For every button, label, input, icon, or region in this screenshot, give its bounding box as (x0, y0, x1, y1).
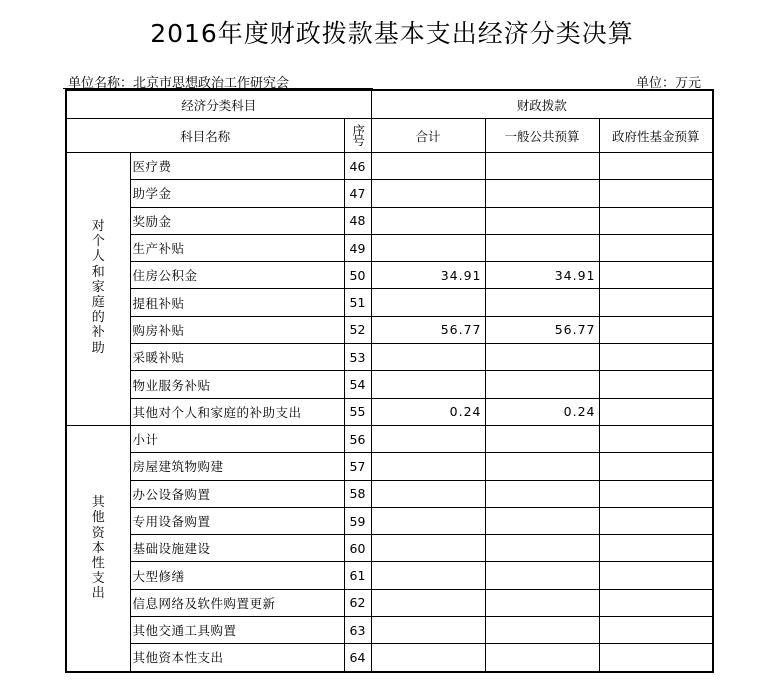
table-row (66, 398, 713, 425)
table-row (66, 617, 713, 644)
row-general-budget (485, 180, 599, 207)
table-row (66, 562, 713, 589)
row-gov-fund-budget (599, 262, 713, 289)
row-seq: 54 (344, 371, 371, 398)
row-seq: 48 (344, 207, 371, 234)
row-name: 办公设备购置 (130, 480, 344, 507)
table-row (66, 207, 713, 234)
row-general-budget (485, 589, 599, 616)
row-total (371, 453, 485, 480)
group-label: 其他资本性支出 (91, 495, 105, 602)
row-name: 购房补贴 (130, 316, 344, 343)
row-gov-fund-budget (599, 180, 713, 207)
row-gov-fund-budget (599, 234, 713, 261)
row-seq: 52 (344, 316, 371, 343)
header-gov-fund-budget: 政府性基金预算 (599, 119, 713, 153)
row-gov-fund-budget (599, 589, 713, 616)
row-general-budget (485, 425, 599, 452)
row-total: 34.91 (371, 262, 485, 289)
row-total (371, 234, 485, 261)
row-seq: 53 (344, 344, 371, 371)
row-total (371, 289, 485, 316)
header-total: 合计 (371, 119, 485, 153)
row-seq: 46 (344, 153, 371, 180)
row-total (371, 425, 485, 452)
group-label-cell (66, 153, 130, 426)
table-row (66, 262, 713, 289)
row-gov-fund-budget (599, 153, 713, 180)
row-seq: 60 (344, 535, 371, 562)
row-general-budget (485, 289, 599, 316)
row-gov-fund-budget (599, 289, 713, 316)
row-general-budget: 56.77 (485, 316, 599, 343)
row-general-budget: 34.91 (485, 262, 599, 289)
row-name: 采暖补贴 (130, 344, 344, 371)
budget-table (65, 89, 714, 673)
row-name: 专用设备购置 (130, 507, 344, 534)
row-name: 提租补贴 (130, 289, 344, 316)
row-seq: 55 (344, 398, 371, 425)
row-total (371, 207, 485, 234)
row-seq: 57 (344, 453, 371, 480)
row-name: 住房公积金 (130, 262, 344, 289)
table-row (66, 425, 713, 452)
header-fiscal-allocation: 财政拨款 (371, 90, 713, 119)
row-name: 其他交通工具购置 (130, 617, 344, 644)
row-general-budget (485, 644, 599, 672)
row-total (371, 507, 485, 534)
row-gov-fund-budget (599, 507, 713, 534)
header-economic-category: 经济分类科目 (66, 90, 371, 119)
row-total (371, 589, 485, 616)
row-total (371, 344, 485, 371)
table-row (66, 153, 713, 180)
group-label: 对个人和家庭的补助 (91, 219, 105, 356)
row-general-budget (485, 535, 599, 562)
table-row (66, 289, 713, 316)
row-general-budget: 0.24 (485, 398, 599, 425)
row-total (371, 371, 485, 398)
row-name: 医疗费 (130, 153, 344, 180)
table-row (66, 316, 713, 343)
table-row (66, 535, 713, 562)
row-name: 大型修缮 (130, 562, 344, 589)
row-total (371, 644, 485, 672)
row-seq: 61 (344, 562, 371, 589)
table-row (66, 507, 713, 534)
row-seq: 47 (344, 180, 371, 207)
row-general-budget (485, 453, 599, 480)
table-row (66, 371, 713, 398)
table-row (66, 480, 713, 507)
row-total (371, 562, 485, 589)
row-total (371, 180, 485, 207)
row-name: 奖励金 (130, 207, 344, 234)
row-general-budget (485, 234, 599, 261)
header-row-1 (66, 90, 713, 119)
header-row-2 (66, 119, 713, 153)
row-seq: 50 (344, 262, 371, 289)
row-general-budget (485, 153, 599, 180)
row-seq: 63 (344, 617, 371, 644)
row-name: 基础设施建设 (130, 535, 344, 562)
row-general-budget (485, 207, 599, 234)
page-title: 2016年度财政拨款基本支出经济分类决算 (150, 19, 634, 48)
table-row (66, 644, 713, 672)
row-name: 其他资本性支出 (130, 644, 344, 672)
row-seq: 58 (344, 480, 371, 507)
row-gov-fund-budget (599, 644, 713, 672)
row-total (371, 617, 485, 644)
row-gov-fund-budget (599, 207, 713, 234)
header-general-budget: 一般公共预算 (485, 119, 599, 153)
header-seq (344, 119, 371, 153)
row-name: 助学金 (130, 180, 344, 207)
table-row (66, 344, 713, 371)
row-total (371, 480, 485, 507)
row-seq: 62 (344, 589, 371, 616)
table-row (66, 180, 713, 207)
row-seq: 51 (344, 289, 371, 316)
row-total: 56.77 (371, 316, 485, 343)
row-general-budget (485, 371, 599, 398)
row-name: 信息网络及软件购置更新 (130, 589, 344, 616)
row-name: 生产补贴 (130, 234, 344, 261)
row-total (371, 153, 485, 180)
row-general-budget (485, 507, 599, 534)
row-seq: 59 (344, 507, 371, 534)
row-general-budget (485, 617, 599, 644)
row-gov-fund-budget (599, 453, 713, 480)
row-gov-fund-budget (599, 398, 713, 425)
row-name: 物业服务补贴 (130, 371, 344, 398)
group-label-cell (66, 425, 130, 671)
unit-name-label: 单位名称：北京市思想政治工作研究会 (68, 76, 290, 91)
table-body (66, 90, 713, 672)
row-seq: 56 (344, 425, 371, 452)
row-general-budget (485, 344, 599, 371)
row-total (371, 535, 485, 562)
row-gov-fund-budget (599, 535, 713, 562)
table-row (66, 453, 713, 480)
row-gov-fund-budget (599, 617, 713, 644)
header-seq-label: 序号 (352, 122, 366, 148)
row-gov-fund-budget (599, 344, 713, 371)
row-name: 其他对个人和家庭的补助支出 (130, 398, 344, 425)
row-gov-fund-budget (599, 562, 713, 589)
row-total: 0.24 (371, 398, 485, 425)
row-gov-fund-budget (599, 480, 713, 507)
row-general-budget (485, 480, 599, 507)
row-seq: 49 (344, 234, 371, 261)
unit-label: 单位：万元 (636, 76, 702, 91)
row-gov-fund-budget (599, 371, 713, 398)
header-subject-name: 科目名称 (66, 119, 344, 153)
row-name: 房屋建筑物购建 (130, 453, 344, 480)
row-general-budget (485, 562, 599, 589)
row-gov-fund-budget (599, 316, 713, 343)
table-row (66, 589, 713, 616)
row-seq: 64 (344, 644, 371, 672)
row-gov-fund-budget (599, 425, 713, 452)
row-name: 小计 (130, 425, 344, 452)
table-row (66, 234, 713, 261)
